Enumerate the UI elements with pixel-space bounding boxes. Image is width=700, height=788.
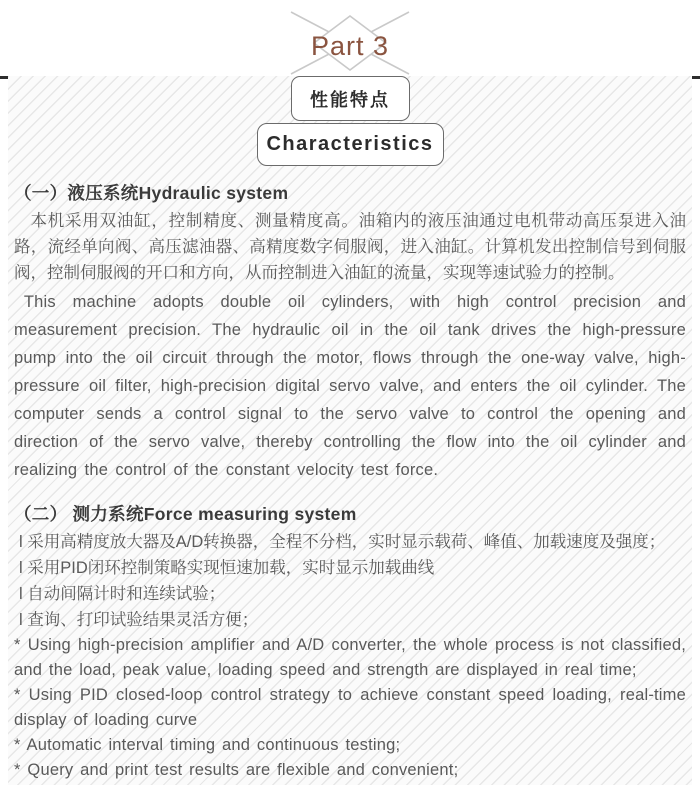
force-bullet-cn-3: l 自动间隔计时和连续试验；	[19, 585, 226, 603]
hydraulic-paragraph-cn: 本机采用双油缸，控制精度、测量精度高。油箱内的液压油通过电机带动高压泵进入油路，流经单向阀、高压滤油器、高精度数字伺服阀，进入油缸。计算机发出控制信号到伺服阀，控制伺服阀的开口和方向，从而控制进入油缸的流量，实现等速试验力的控制。	[14, 212, 686, 282]
content-panel	[8, 76, 692, 785]
page-header	[0, 0, 700, 76]
section-force-measuring	[14, 501, 686, 783]
force-bullet-cn-2: l 采用PID闭环控制策略实现恒速加载，实时显示加载曲线	[19, 559, 435, 577]
section-hydraulic-system	[14, 180, 686, 484]
force-bullet-en-2: * Using PID closed-loop control strategy to achieve constant speed loading, real-time display of loading curve	[14, 686, 686, 729]
title-cn-label: 性能特点	[310, 89, 390, 110]
force-bullet-cn-4: l 查询、打印试验结果灵活方便；	[19, 611, 259, 629]
part-label: Part 3	[310, 31, 390, 61]
section-heading-hydraulic: （一）液压系统Hydraulic system	[14, 183, 289, 203]
title-box-cn	[291, 76, 410, 121]
section-heading-force: （二） 测力系统Force measuring system	[14, 504, 357, 524]
title-en-label: Characteristics	[266, 133, 434, 155]
title-box-en	[257, 123, 444, 166]
force-bullet-en-4: * Query and print test results are flexible and convenient;	[14, 761, 459, 779]
force-bullet-cn-1: l 采用高精度放大器及A/D转换器，全程不分档，实时显示载荷、峰值、加载速度及强度；	[19, 533, 666, 551]
hydraulic-paragraph-en: This machine adopts double oil cylinders, with high control precision and measurement precision. The hydraulic oil in the oil tank drives the high-pressure pump into the oil circuit through the motor, flows through the one-way valve, high-pressure oil filter, high-precision digital servo valve, and enters the oil cylinder. The computer sends a control signal to the servo valve to control the opening and direction of the servo valve, thereby controlling the flow into the oil cylinder and realizing the control of the constant velocity test force.	[14, 293, 686, 479]
force-bullet-en-1: * Using high-precision amplifier and A/D converter, the whole process is not classified, and the load, peak value, loading speed and strength are displayed in real time;	[14, 636, 686, 679]
force-bullet-en-3: * Automatic interval timing and continuous testing;	[14, 736, 401, 754]
